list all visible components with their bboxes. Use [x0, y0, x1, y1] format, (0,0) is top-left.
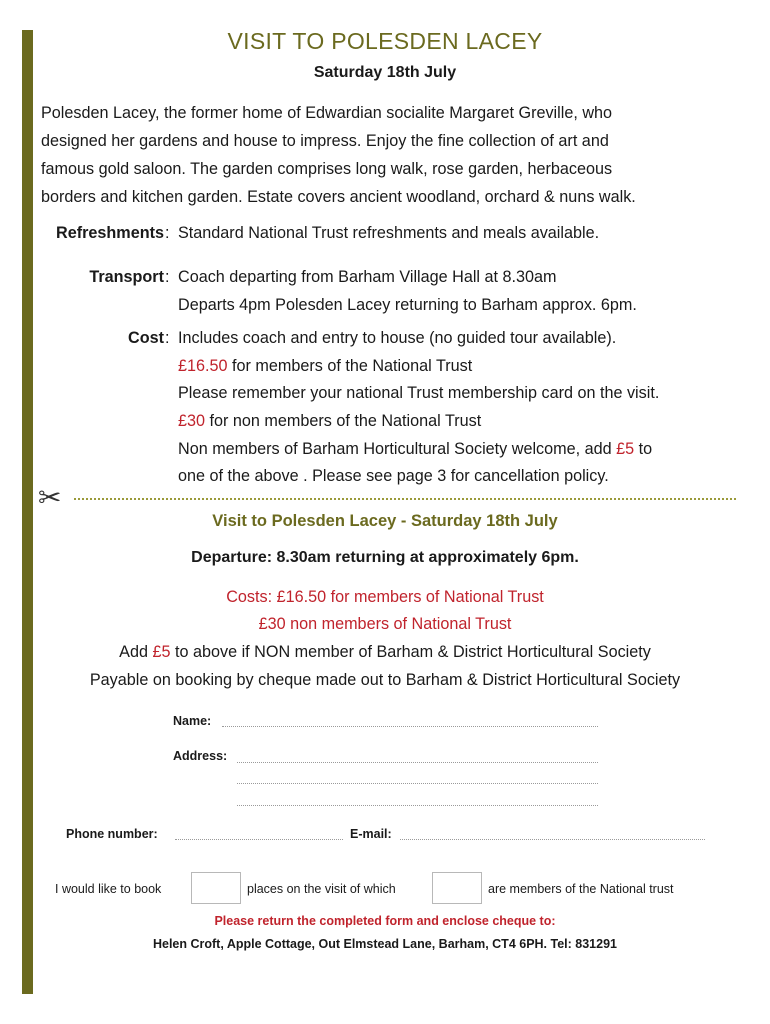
transport-label: Transport — [89, 268, 164, 286]
refreshments-label: Refreshments — [56, 224, 164, 242]
event-date: Saturday 18th July — [313, 64, 457, 81]
intro-line: borders and kitchen garden. Estate covers ancient woodland, orchard & nuns walk. — [41, 188, 636, 206]
phone-field[interactable] — [175, 839, 343, 840]
colon: : — [165, 268, 170, 286]
address-field-line-2[interactable] — [237, 783, 598, 784]
name-label: Name: — [173, 714, 212, 728]
address-field-line-3[interactable] — [237, 805, 598, 806]
cost-line-1: Includes coach and entry to house (no guided tour available). — [178, 329, 617, 347]
member-price-line — [178, 357, 472, 376]
member-price-text: for members of the National Trust — [227, 357, 473, 375]
return-address: Helen Croft, Apple Cottage, Out Elmstead Lane, Barham, CT4 6PH. Tel: 831291 — [152, 937, 617, 951]
form-nonmember-cost: £30 non members of National Trust — [258, 615, 512, 633]
nonmember-price-line — [178, 412, 481, 431]
add-price: £5 — [152, 643, 171, 661]
places-count-box[interactable] — [191, 872, 241, 904]
name-field[interactable] — [222, 726, 598, 727]
transport-line-2: Departs 4pm Polesden Lacey returning to Barham approx. 6pm. — [178, 296, 637, 314]
society-text: Non members of Barham Horticultural Society welcome, add — [178, 440, 617, 458]
book-text-middle: places on the visit of which — [247, 882, 396, 896]
refreshments-text: Standard National Trust refreshments and meals available. — [178, 224, 600, 242]
member-price: £16.50 — [178, 357, 228, 375]
form-member-cost: Costs: £16.50 for members of National Trust — [226, 588, 544, 606]
scissors-icon: ✂ — [38, 482, 62, 513]
cost-label: Cost — [128, 329, 164, 347]
nonmember-price: £30 — [178, 412, 206, 430]
cut-line-divider — [74, 498, 736, 500]
book-text-end: are members of the National trust — [488, 882, 674, 896]
phone-label: Phone number: — [66, 827, 158, 841]
form-heading: Visit to Polesden Lacey - Saturday 18th July — [212, 512, 558, 530]
email-label: E-mail: — [350, 827, 392, 841]
intro-paragraph — [41, 99, 741, 211]
return-instruction: Please return the completed form and enclose cheque to: — [214, 914, 556, 928]
colon: : — [165, 224, 170, 242]
intro-line: Polesden Lacey, the former home of Edwardian socialite Margaret Greville, who — [41, 104, 613, 122]
members-count-box[interactable] — [432, 872, 482, 904]
email-field[interactable] — [400, 839, 705, 840]
nonmember-price-text: for non members of the National Trust — [205, 412, 482, 430]
add-text-end: to above if NON member of Barham & District Horticultural Society — [170, 643, 651, 661]
society-price: £5 — [616, 440, 635, 458]
intro-line: designed her gardens and house to impress. Enjoy the fine collection of art and — [41, 132, 609, 150]
payment-info: Payable on booking by cheque made out to Barham & District Horticultural Society — [89, 671, 681, 689]
address-label: Address: — [173, 749, 228, 763]
society-surcharge-line — [0, 643, 770, 662]
book-text: I would like to book — [55, 882, 162, 896]
card-reminder: Please remember your national Trust membership card on the visit. — [178, 384, 660, 402]
intro-line: famous gold saloon. The garden comprises long walk, rose garden, herbaceous — [41, 160, 613, 178]
cancellation-note: one of the above . Please see page 3 for cancellation policy. — [178, 467, 609, 485]
add-text: Add — [119, 643, 153, 661]
page-title: VISIT TO POLESDEN LACEY — [227, 28, 543, 54]
society-text-end: to — [634, 440, 653, 458]
colon: : — [165, 329, 170, 347]
transport-line-1: Coach departing from Barham Village Hall at 8.30am — [178, 268, 557, 286]
departure-info: Departure: 8.30am returning at approximately 6pm. — [191, 549, 579, 566]
address-field-line-1[interactable] — [237, 762, 598, 763]
society-line — [178, 440, 652, 459]
